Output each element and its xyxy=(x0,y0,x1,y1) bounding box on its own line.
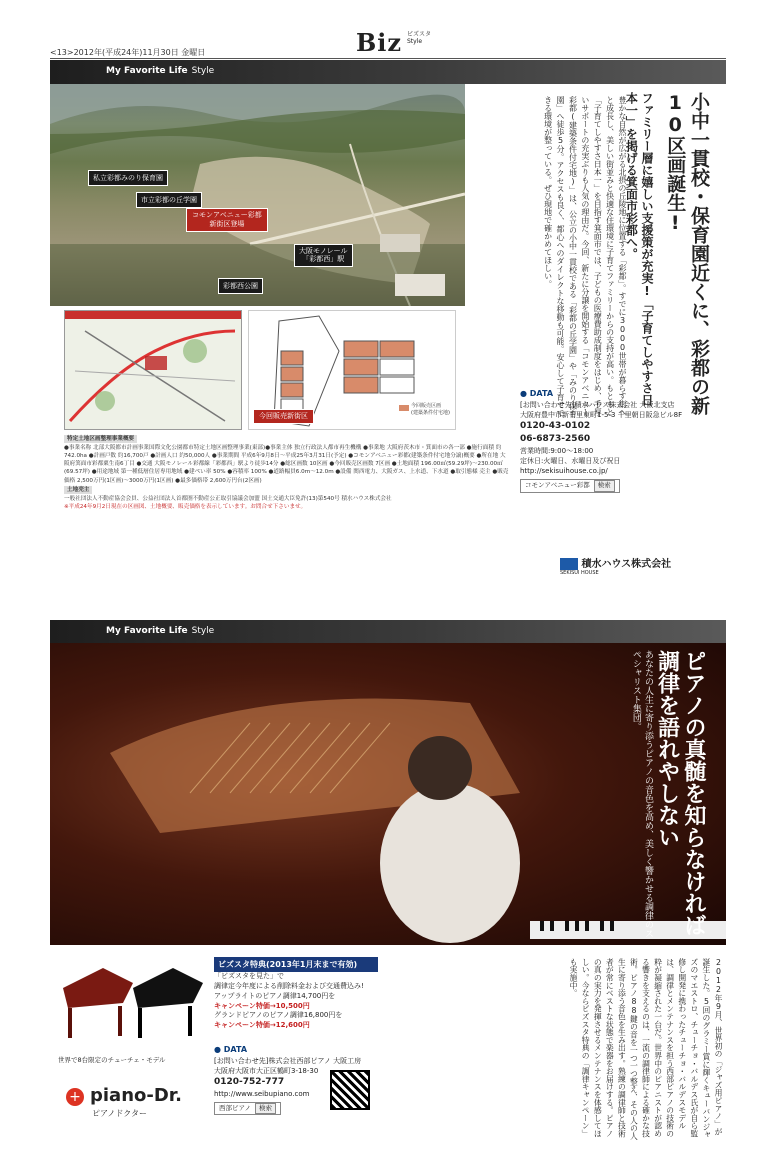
promo-box xyxy=(214,957,378,1031)
data2-search-button[interactable]: 検索 xyxy=(255,1103,276,1114)
brand-name: piano-Dr. xyxy=(90,1085,182,1106)
data2-title: ● DATA xyxy=(214,1045,248,1054)
grand-pianos-image xyxy=(58,958,208,1048)
article2-body: 2012年9月、世界初の「ジャズ用ピアノ」が誕生した。5回のグラミー賞に輝くキューバンジャズのマエストロ、チューチョ・バルデス氏が自ら監修し開発に携わったチューチョ・バルデスモデルは、調律とメンテナンスを担う西部ピアノの技術の粋が凝縮された一台だ。世界中のピアニストが認める響きを支えるのは、一流の調律師による確かな技術。ピアノ88鍵の音を一つ一つ整え、その人の人生に寄り添う音色を生み出す。熟練の調律師と技術者が常にベストな状態で楽器をお届けする。ピアノの真の実力を発揮させるメンテナンスを体感してほしい。今ならビズスタ特典の「調律キャンペーン」も実施中。 xyxy=(569,958,723,1140)
piano-headline: ピアノの真髄を知らなければ調律を語れやしない xyxy=(654,650,706,936)
data1-tel: 06-6873-2560 xyxy=(520,433,591,444)
lot-plan xyxy=(248,310,456,430)
data1-url[interactable]: http://sekisuihouse.co.jp/ xyxy=(520,467,608,476)
promo-line6: キャンペーン特価→12,600円 xyxy=(214,1021,310,1030)
data2-line1: [お問い合わせ先]株式会社西部ピアノ 大阪工房 xyxy=(214,1056,362,1065)
piano-tuner-photo xyxy=(50,643,726,945)
brand-caption: 世界で8台限定のチューチェ・モデル xyxy=(58,1056,166,1064)
section-band-1 xyxy=(50,60,726,84)
notice-body: ●事業名称 北部大阪都市計画事業国際文化公園都市特定土地区画整理事業(東部)●事業主体 独立行政法人都市再生機構 ●事業地 大阪府茨木市・箕面市の各一部 ●施行面積 約742.0ha ●計画戸数 約16,700戸 ●計画人口 約50,000人 ●事業期間 平成6年9月8日～平成25年3月31日(予定) ●コモンアベニュー彩都(建築条件付宅地分譲)概要 ●所在地 大阪府箕面市彩都粟生南6丁目 ●交通 大阪モノレール彩都線「彩都西」駅より徒歩14分 ●総区画数 10区画 ●今回販売区画数 7区画 ●土地面積 196.00㎡(59.29坪)～230.00㎡(69.57坪) ●用途地域 第一種低層住居専用地域 ●建ぺい率 50% ●容積率 100% ●道路幅員6.0m～12.0m ●設備 関西電力、大阪ガス、上水道、下水道 ●取引態様 売主 ●販売価格 2,500万円(1区画)～3000万円(1区画) ●最多価格帯 2,600万円台(2区画) xyxy=(64,445,509,484)
data1-hours: 営業時間:9:00～18:00 xyxy=(520,446,594,455)
data2-url[interactable]: http://www.seibupiano.com xyxy=(214,1089,310,1098)
area-map xyxy=(64,310,242,430)
tag-station: 大阪モノレール 「彩都西」駅 xyxy=(294,244,353,267)
notice-title: 特定土地区画整理事業概要 xyxy=(64,435,137,443)
data1-line2: 大阪府豊中市新千里東町1-5-3 千里朝日阪急ビル8F xyxy=(520,410,683,419)
issue-date: <13>2012年(平成24年)11月30日 金曜日 xyxy=(50,48,206,57)
promo-title: ビズスタ特典(2013年1月末まで有効) xyxy=(214,957,378,972)
piano-subhead: あなたの人生に寄り添うピアノの音色を高め、美しく響かせる調律のスペシャリスト集団。 xyxy=(630,650,653,938)
article1-body: 豊かな自然が広がる北摂の丘陵地に位置する「彩都」。すでに3000世帯が暮らす街へと成長し、美しい街並みと快適な住環境に子育てファミリーからの支持が高い。もともと「子育てしやすさ日本一」を目指す箕面市では、子どもの医療費助成制度をはじめ、手厚いサポートの充実ぶりも人気の理由だ。今回、新たに分譲を開始する「コモンアベニュー彩都(建築条件付宅地)」は、公立の小中一貫校である「彩都の丘学園」や「みのり保育園」へ徒歩5分。アクセスも良く、都心へのダイレクトな移動も可能。安心して子育てできる環境が整っている。ぜひ現地で確かめてほしい。 xyxy=(543,96,627,418)
tag-minori-nursery: 私立彩都みのり保育園 xyxy=(88,170,168,186)
tag-saito-no-oka-school: 市立彩都の丘学園 xyxy=(136,192,202,208)
band-label-2: My Favorite Life Style xyxy=(106,626,215,636)
article1-subhead: ファミリー層に嬉しい支援策が充実!「子育てしやすさ日本一」を掲げる箕面市彩都へ。 xyxy=(624,92,654,406)
data2-line2: 大阪府大阪市大正区鶴町3-18-30 xyxy=(214,1066,319,1075)
biz-style-logo: Biz xyxy=(356,28,403,57)
promo-line4: キャンペーン特価→10,500円 xyxy=(214,1001,310,1010)
data1-search-button[interactable]: 検索 xyxy=(594,480,615,491)
notice-red-note: ※平成24年9月2日現在の区画図、土地概要、販売価格を表示しています。お問合せ下さいませ。 xyxy=(64,503,307,510)
cross-logo-icon: + xyxy=(66,1088,84,1106)
promo-line3: アップライトのピアノ調律14,700円を xyxy=(214,991,336,1000)
logo-subtitle xyxy=(407,32,431,45)
data1-holidays: 定休日:火曜日、水曜日及び祝日 xyxy=(520,457,621,466)
data2-freedial: 0120-752-777 xyxy=(214,1076,285,1087)
land-notice xyxy=(64,434,510,511)
notice-section2-title: 土地売主 xyxy=(64,486,92,494)
tag-common-avenue: コモンアベニュー彩都 新街区登場 xyxy=(186,208,268,232)
article1-headline: 小中一貫校・保育園近くに、彩都の新10区画誕生! xyxy=(664,92,710,415)
promo-line2: 調律定今年度による削除料金および交通費込み! xyxy=(214,981,364,990)
lot-legend: 今回販売区画 (建築条件付宅地) xyxy=(411,403,450,416)
qr-code-icon[interactable] xyxy=(330,1070,370,1110)
area-map-graphic xyxy=(65,311,242,430)
promo-line1: 「ビズスタを見た」で xyxy=(214,972,284,981)
data2-search-box[interactable]: 西部ピアノ 検索 xyxy=(214,1102,281,1115)
promo-line5: グランドピアノのピアノ調律16,800円を xyxy=(214,1011,343,1020)
header-rule xyxy=(50,58,726,59)
sekisui-mark-icon xyxy=(560,558,578,570)
sekisui-logo: 積水ハウス株式会社 SEKISUI HOUSE xyxy=(560,559,672,576)
logo-sub-top: ビズスタ xyxy=(407,31,432,38)
tag-saito-nishi-park: 彩都西公園 xyxy=(218,278,263,294)
section-band-2 xyxy=(50,620,726,644)
data1-line1: [お問い合わせ先]積水ハウス株式会社 大阪北支店 xyxy=(520,400,675,409)
logo-sub-bottom: Style xyxy=(407,37,423,45)
brand-name-jp: ピアノドクター xyxy=(92,1109,148,1118)
data1-block xyxy=(520,388,720,493)
data1-freedial: 0120-43-0102 xyxy=(520,420,591,431)
notice-section2-body: 一般社団法人不動産協会会員、公益社団法人首都圏不動産公正取引協議会加盟 国土交通大臣免許(13)第540号 積水ハウス株式会社 xyxy=(64,495,392,502)
aerial-terrain xyxy=(50,84,465,306)
data1-title: ● DATA xyxy=(520,389,554,398)
tag-new-lots: 今回販売新街区 xyxy=(253,409,314,424)
piano-graphic xyxy=(50,643,726,945)
aerial-photo xyxy=(50,84,465,306)
data1-search-box[interactable]: コモンアベニュー彩都 検索 xyxy=(520,479,620,492)
band-label: My Favorite Life Style xyxy=(106,66,215,76)
